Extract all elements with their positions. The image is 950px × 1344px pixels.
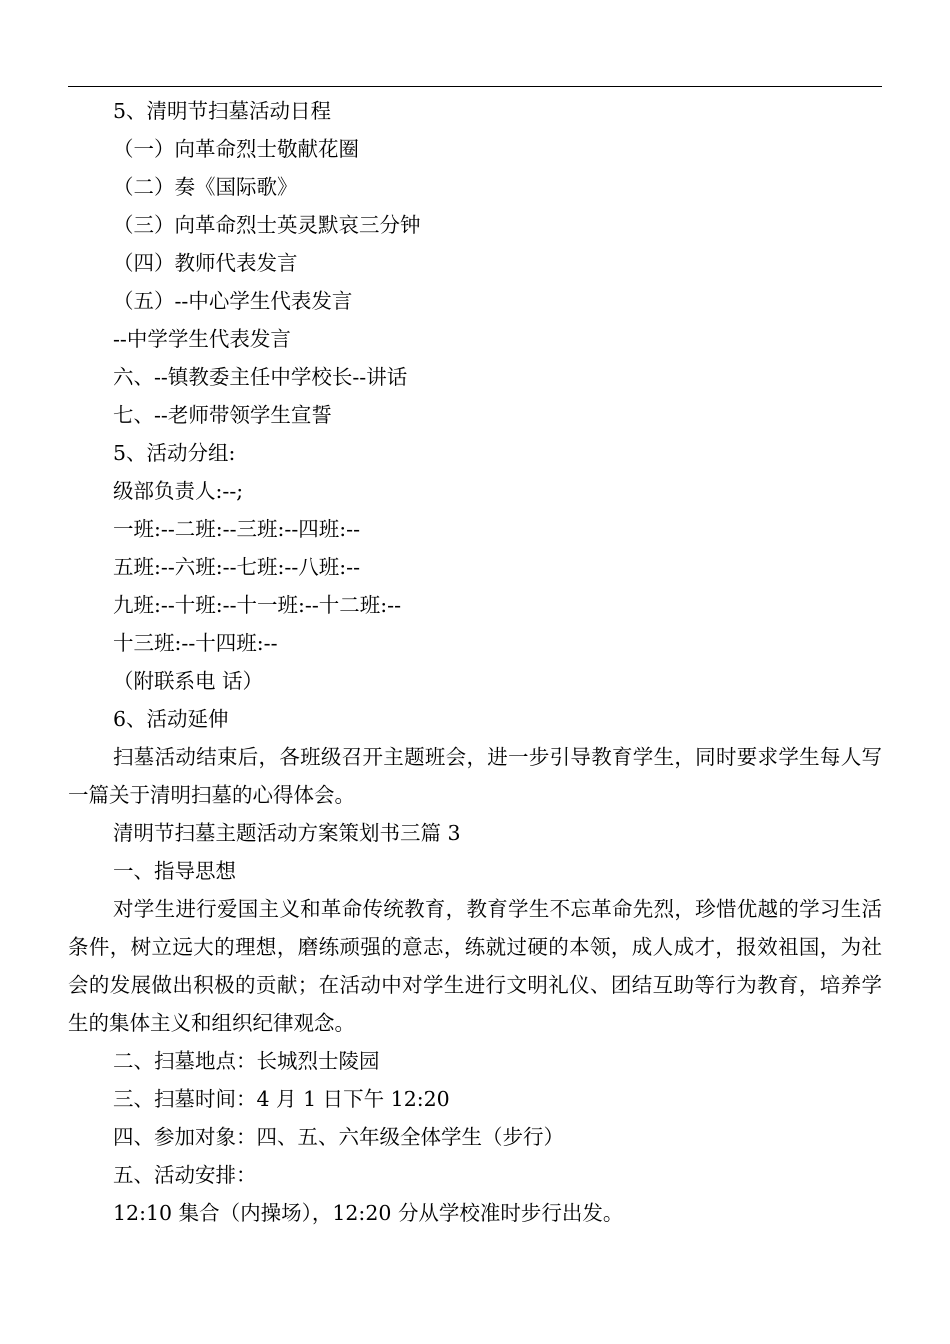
location-line: 二、扫墓地点：长城烈士陵园: [113, 1049, 380, 1073]
schedule-item-4: （四）教师代表发言: [113, 251, 298, 275]
guiding-heading: 一、指导思想: [113, 859, 236, 883]
class-row-4: 十三班:--十四班:--: [113, 631, 278, 655]
time-line: 三、扫墓时间：4 月 1 日下午 12:20: [113, 1087, 450, 1111]
extension-heading: 6、活动延伸: [113, 707, 229, 731]
schedule-item-5b: --中学学生代表发言: [113, 327, 291, 351]
class-row-3: 九班:--十班:--十一班:--十二班:--: [113, 593, 402, 617]
arrangement-detail: 12:10 集合（内操场），12:20 分从学校准时步行出发。: [113, 1201, 624, 1225]
grouping-heading: 5、活动分组:: [113, 441, 236, 465]
class-row-2: 五班:--六班:--七班:--八班:--: [113, 555, 361, 579]
participants-line: 四、参加对象：四、五、六年级全体学生（步行）: [113, 1125, 564, 1149]
class-row-1: 一班:--二班:--三班:--四班:--: [113, 517, 361, 541]
arrangement-heading: 五、活动安排：: [113, 1163, 257, 1187]
schedule-item-6: 六、--镇教委主任中学校长--讲话: [113, 365, 408, 389]
grade-leader: 级部负责人:--;: [113, 479, 244, 503]
guiding-paragraph: 对学生进行爱国主义和革命传统教育，教育学生不忘革命先烈，珍惜优越的学习生活条件，树立远大的理想，磨练顽强的意志，练就过硬的本领，成人成才，报效祖国，为社会的发展做出积极的贡献；在活动中对学生进行文明礼仪、团结互助等行为教育，培养学生的集体主义和组织纪律观念。: [68, 897, 882, 1035]
schedule-item-2: （二）奏《国际歌》: [113, 175, 298, 199]
schedule-item-7: 七、--老师带领学生宣誓: [113, 403, 332, 427]
contact-note: （附联系电 话）: [113, 669, 264, 693]
schedule-item-5: （五）--中心学生代表发言: [113, 289, 353, 313]
schedule-item-1: （一）向革命烈士敬献花圈: [113, 137, 359, 161]
schedule-heading: 5、清明节扫墓活动日程: [113, 99, 332, 123]
plan-title: 清明节扫墓主题活动方案策划书三篇 3: [113, 821, 461, 845]
extension-paragraph: 扫墓活动结束后，各班级召开主题班会，进一步引导教育学生，同时要求学生每人写一篇关于清明扫墓的心得体会。: [68, 745, 882, 807]
schedule-item-3: （三）向革命烈士英灵默哀三分钟: [113, 213, 421, 237]
header-rule: [68, 86, 882, 87]
document-body: [68, 92, 883, 1232]
